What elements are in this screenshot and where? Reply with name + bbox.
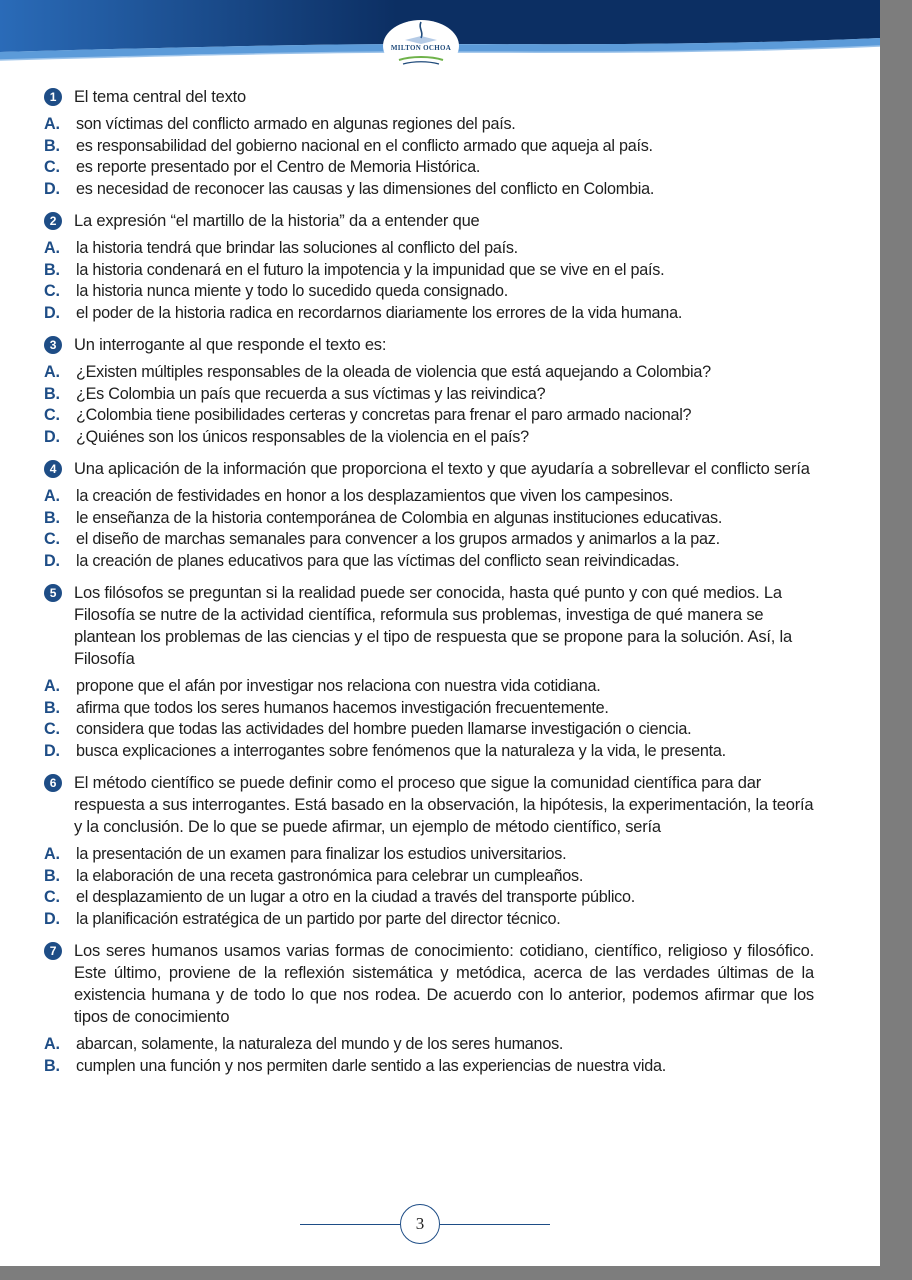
footer-divider-right <box>440 1224 550 1225</box>
option-letter: B. <box>44 260 60 279</box>
option-b[interactable] <box>44 384 814 406</box>
option-letter: B. <box>44 384 60 403</box>
option-letter: C. <box>44 530 60 548</box>
option-a[interactable] <box>44 486 814 508</box>
question-number-badge: 1 <box>44 88 62 106</box>
option-text: son víctimas del conflicto armado en algunas regiones del país. <box>76 115 516 133</box>
question-3 <box>44 334 814 448</box>
question-2 <box>44 210 814 324</box>
option-text: afirma que todos los seres humanos hacemos investigación frecuentemente. <box>76 698 609 717</box>
option-letter: D. <box>44 741 60 760</box>
option-b[interactable] <box>44 136 814 158</box>
question-list <box>44 86 814 1087</box>
question-stem <box>44 334 814 356</box>
question-number-badge: 4 <box>44 460 62 478</box>
option-letter: A. <box>44 677 60 695</box>
option-text: la historia nunca miente y todo lo sucedido queda consignado. <box>76 282 509 300</box>
option-d[interactable] <box>44 551 814 573</box>
option-text: es reporte presentado por el Centro de Memoria Histórica. <box>76 158 481 176</box>
option-letter: D. <box>44 551 60 570</box>
option-text: considera que todas las actividades del hombre pueden llamarse investigación o ciencia. <box>76 720 692 738</box>
option-text: ¿Es Colombia un país que recuerda a sus víctimas y las reivindica? <box>76 384 546 403</box>
option-b[interactable] <box>44 1056 814 1078</box>
question-stem <box>44 582 814 670</box>
option-text: ¿Quiénes son los únicos responsables de la violencia en el país? <box>76 427 529 446</box>
option-a[interactable] <box>44 114 814 136</box>
question-text: El método científico se puede definir como el proceso que sigue la comunidad científica para dar respuesta a sus interrogantes. Está basado en la observación, la hipótesis, la experimentación, la teoría y la conclusión. De lo que se puede afirmar, un ejemplo de método científico, sería <box>74 774 814 836</box>
option-letter: A. <box>44 239 60 257</box>
option-text: el poder de la historia radica en recordarnos diariamente los errores de la vida humana. <box>76 303 683 322</box>
option-text: la creación de planes educativos para que las víctimas del conflicto sean reivindicadas. <box>76 551 680 570</box>
option-letter: C. <box>44 282 60 300</box>
logo <box>381 16 461 72</box>
option-letter: D. <box>44 909 60 928</box>
question-number-badge: 2 <box>44 212 62 230</box>
option-letter: A. <box>44 363 60 381</box>
question-text: Los seres humanos usamos varias formas de conocimiento: cotidiano, científico, religioso y filosófico. Este último, proviene de la reflexión sistemática y metódica, acerca de las verdades últimas de la existencia humana y de todo lo que nos rodea. De acuerdo con lo anterior, podemos afirmar que los tipos de conocimiento <box>74 942 814 1026</box>
question-6 <box>44 772 814 930</box>
option-b[interactable] <box>44 508 814 530</box>
option-letter: A. <box>44 1035 60 1053</box>
option-text: abarcan, solamente, la naturaleza del mundo y de los seres humanos. <box>76 1035 564 1053</box>
question-number-badge: 5 <box>44 584 62 602</box>
option-list <box>44 238 814 324</box>
option-letter: D. <box>44 303 60 322</box>
option-letter: B. <box>44 136 60 155</box>
option-letter: D. <box>44 427 60 446</box>
question-text: El tema central del texto <box>74 88 247 106</box>
option-text: la creación de festividades en honor a los desplazamientos que viven los campesinos. <box>76 487 674 505</box>
option-text: le enseñanza de la historia contemporánea de Colombia en algunas instituciones educativas. <box>76 508 723 527</box>
option-text: propone que el afán por investigar nos relaciona con nuestra vida cotidiana. <box>76 677 601 695</box>
option-c[interactable] <box>44 529 814 551</box>
option-letter: D. <box>44 179 60 198</box>
option-a[interactable] <box>44 238 814 260</box>
option-text: la historia condenará en el futuro la impotencia y la impunidad que se vive en el país. <box>76 260 665 279</box>
option-text: el diseño de marchas semanales para convencer a los grupos armados y animarlos a la paz. <box>76 530 720 548</box>
option-list <box>44 676 814 762</box>
question-text: Una aplicación de la información que proporciona el texto y que ayudaría a sobrellevar el conflicto sería <box>74 460 810 478</box>
option-c[interactable] <box>44 281 814 303</box>
question-number-badge: 3 <box>44 336 62 354</box>
option-b[interactable] <box>44 260 814 282</box>
question-number-badge: 6 <box>44 774 62 792</box>
page-number: 3 <box>400 1204 440 1244</box>
option-d[interactable] <box>44 427 814 449</box>
option-c[interactable] <box>44 887 814 909</box>
option-letter: A. <box>44 845 60 863</box>
option-text: ¿Existen múltiples responsables de la oleada de violencia que está aquejando a Colombia? <box>76 363 711 381</box>
question-stem <box>44 772 814 838</box>
option-list <box>44 114 814 200</box>
option-text: la presentación de un examen para finalizar los estudios universitarios. <box>76 845 567 863</box>
option-b[interactable] <box>44 698 814 720</box>
option-c[interactable] <box>44 157 814 179</box>
page-footer <box>0 1204 880 1244</box>
option-d[interactable] <box>44 909 814 931</box>
option-text: busca explicaciones a interrogantes sobre fenómenos que la naturaleza y la vida, le presenta. <box>76 741 726 760</box>
question-text: La expresión “el martillo de la historia” da a entender que <box>74 212 480 230</box>
option-list <box>44 1034 814 1077</box>
option-text: cumplen una función y nos permiten darle sentido a las experiencias de nuestra vida. <box>76 1056 666 1075</box>
question-stem <box>44 940 814 1028</box>
option-letter: C. <box>44 720 60 738</box>
question-number-badge: 7 <box>44 942 62 960</box>
question-text: Un interrogante al que responde el texto es: <box>74 336 387 354</box>
option-text: la historia tendrá que brindar las soluciones al conflicto del país. <box>76 239 518 257</box>
option-letter: B. <box>44 508 60 527</box>
option-letter: A. <box>44 487 60 505</box>
option-text: la elaboración de una receta gastronómica para celebrar un cumpleaños. <box>76 866 584 885</box>
option-letter: B. <box>44 1056 60 1075</box>
option-a[interactable] <box>44 362 814 384</box>
option-letter: C. <box>44 888 60 906</box>
option-c[interactable] <box>44 719 814 741</box>
question-stem <box>44 458 814 480</box>
option-letter: C. <box>44 406 60 424</box>
option-letter: B. <box>44 866 60 885</box>
option-d[interactable] <box>44 179 814 201</box>
question-text: Los filósofos se preguntan si la realidad puede ser conocida, hasta qué punto y con qué medios. La Filosofía se nutre de la actividad científica, reformula sus problemas, investiga de qué manera se plantean los problemas de las ciencias y el tipo de respuesta que se propone para la solución. Así, la Filosofía <box>74 584 792 668</box>
question-1 <box>44 86 814 200</box>
logo-wordmark: MILTON OCHOA <box>390 44 452 52</box>
question-7 <box>44 940 814 1077</box>
question-5 <box>44 582 814 762</box>
footer-divider-left <box>300 1224 400 1225</box>
option-a[interactable] <box>44 1034 814 1056</box>
option-text: la planificación estratégica de un partido por parte del director técnico. <box>76 909 561 928</box>
option-list <box>44 844 814 930</box>
option-letter: B. <box>44 698 60 717</box>
question-4 <box>44 458 814 572</box>
option-text: ¿Colombia tiene posibilidades certeras y concretas para frenar el paro armado nacional? <box>76 406 692 424</box>
option-list <box>44 362 814 448</box>
option-c[interactable] <box>44 405 814 427</box>
option-letter: C. <box>44 158 60 176</box>
option-letter: A. <box>44 115 60 133</box>
option-b[interactable] <box>44 866 814 888</box>
option-text: es necesidad de reconocer las causas y las dimensiones del conflicto en Colombia. <box>76 179 655 198</box>
question-stem <box>44 210 814 232</box>
option-d[interactable] <box>44 741 814 763</box>
option-text: el desplazamiento de un lugar a otro en la ciudad a través del transporte público. <box>76 888 636 906</box>
option-list <box>44 486 814 572</box>
option-d[interactable] <box>44 303 814 325</box>
option-text: es responsabilidad del gobierno nacional en el conflicto armado que aqueja al país. <box>76 136 653 155</box>
option-a[interactable] <box>44 676 814 698</box>
option-a[interactable] <box>44 844 814 866</box>
question-stem <box>44 86 814 108</box>
